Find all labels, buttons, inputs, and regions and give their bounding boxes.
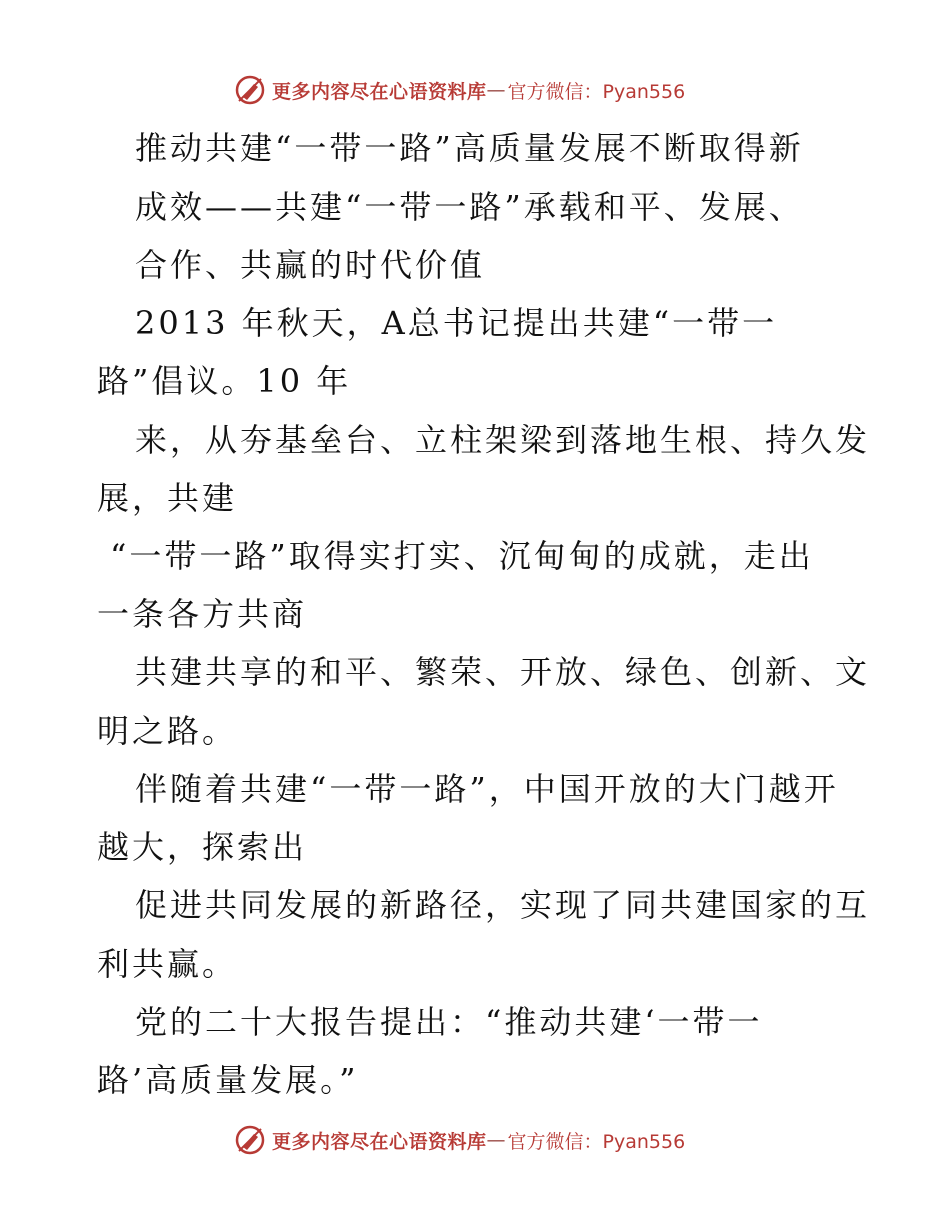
paragraph-line: 党的二十大报告提出：“推动共建‘一带一 (135, 1003, 763, 1041)
banner-slogan: 更多内容尽在心语资料库 (272, 80, 487, 103)
title-line-1: 推动共建“一带一路”高质量发展不断取得新 (135, 129, 804, 167)
paragraph-line: “一带一路”取得实打实、沉甸甸的成就，走出 (110, 537, 814, 575)
header-banner (234, 73, 685, 107)
paragraph-line: 路’高质量发展。” (97, 1061, 359, 1099)
pen-logo-icon (234, 1124, 266, 1156)
footer-banner (234, 1123, 685, 1157)
banner-dash: — (486, 79, 506, 101)
paragraph-line: 来，从夯基垒台、立柱架梁到落地生根、持久发 (135, 421, 871, 459)
paragraph-line: 共建共享的和平、繁荣、开放、绿色、创新、文 (135, 653, 871, 691)
banner-slogan: 更多内容尽在心语资料库 (272, 1130, 487, 1153)
paragraph-line: 越大，探索出 (97, 828, 308, 866)
title-line-2: 成效——共建“一带一路”承载和平、发展、 (135, 188, 804, 226)
pen-logo-icon (234, 74, 266, 106)
paragraph-line: 伴随着共建“一带一路”，中国开放的大门越开 (135, 770, 839, 808)
paragraph-line: 路”倡议。10 年 (97, 362, 352, 400)
paragraph-line: 促进共同发展的新路径，实现了同共建国家的互 (135, 886, 871, 924)
title-line-3: 合作、共赢的时代价值 (135, 246, 486, 284)
banner-contact: 官方微信：Pyan556 (507, 80, 686, 103)
paragraph-line: 明之路。 (97, 712, 238, 750)
paragraph-line: 一条各方共商 (97, 595, 308, 633)
paragraph-line: 2013 年秋天，A总书记提出共建“一带一 (135, 304, 778, 342)
paragraph-line: 利共赢。 (97, 945, 238, 983)
banner-dash: — (486, 1129, 506, 1151)
paragraph-line: 展，共建 (97, 479, 238, 517)
banner-contact: 官方微信：Pyan556 (507, 1130, 686, 1153)
